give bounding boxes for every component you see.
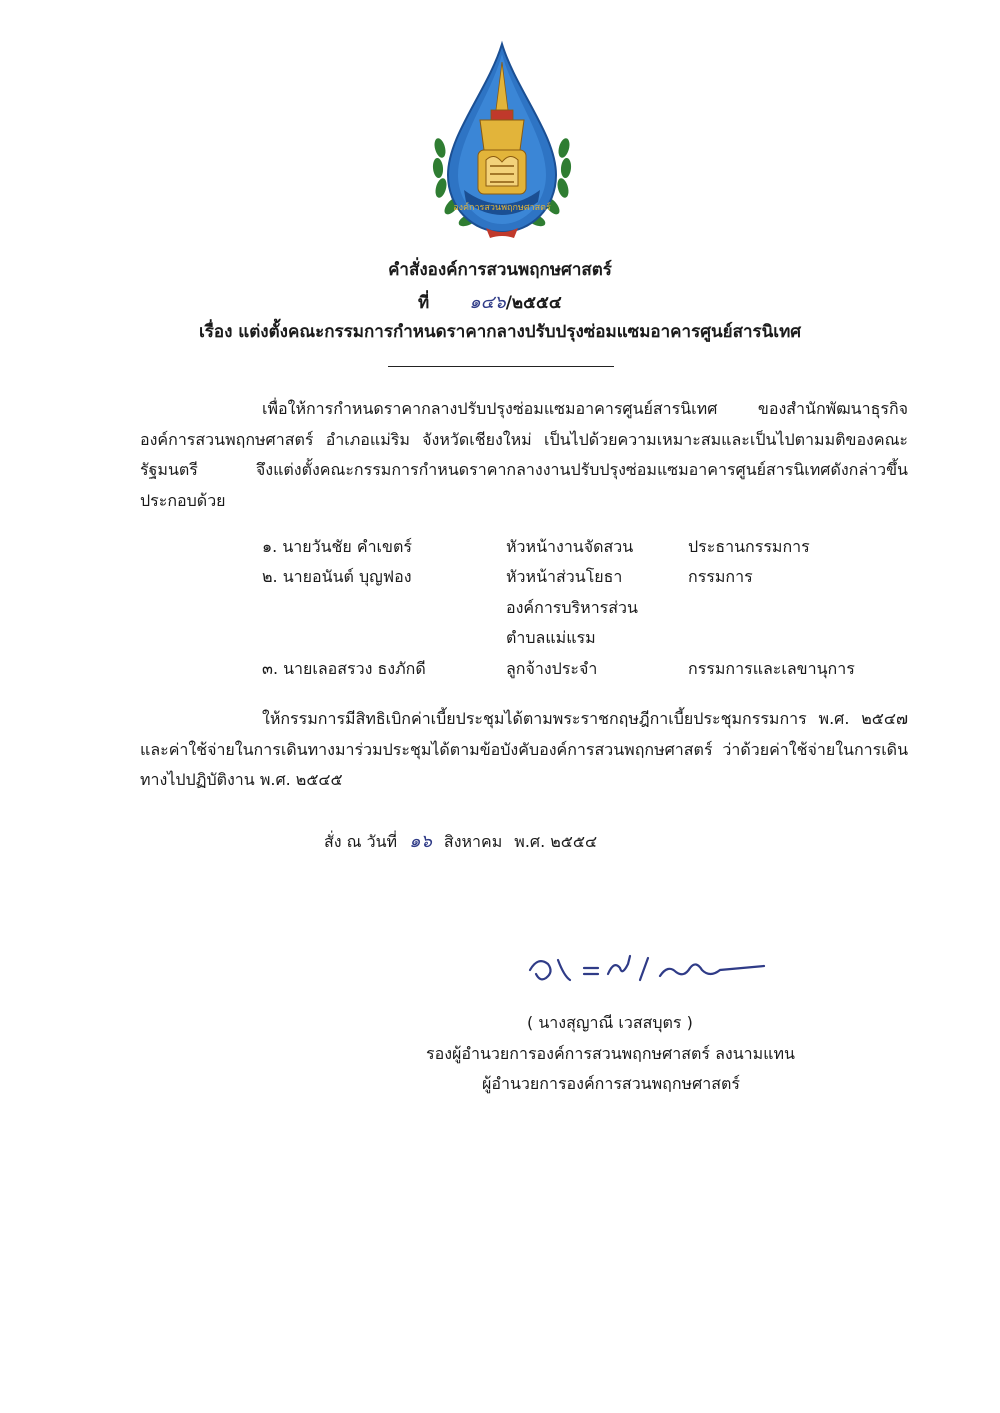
organization-emblem-logo (428, 40, 576, 240)
order-number (418, 287, 562, 316)
order-date-prefix: สั่ง ณ วันที่ (324, 832, 398, 851)
order-number-handwritten: ๑๔๖ (469, 292, 506, 313)
allowance-paragraph (140, 704, 908, 796)
intro-paragraph-text: เพื่อให้การกำหนดราคากลางปรับปรุงซ่อมแซมอาคารศูนย์สารนิเทศ ของสำนักพัฒนาธุรกิจองค์การสวนพฤกษศาสตร์ อำเภอแม่ริม จังหวัดเชียงใหม่ เป็นไปด้วยความเหมาะสมและเป็นไปตามมติของคณะรัฐมนตรี จึงแต่งตั้งคณะกรรมการกำหนดราคากลางงานปรับปรุงซ่อมแซมอาคารศูนย์สารนิเทศดังกล่าวขึ้น ประกอบด้วย (140, 399, 908, 510)
header-divider (388, 366, 614, 367)
member-2-position: หัวหน้าส่วนโยธา องค์การบริหารส่วนตำบลแม่แรม (506, 567, 638, 647)
order-date (324, 826, 609, 855)
member-1-role: ประธานกรรมการ (688, 537, 810, 556)
order-date-year: พ.ศ. ๒๕๕๔ (514, 832, 598, 851)
member-1-position: หัวหน้างานจัดสวน (506, 537, 634, 556)
intro-paragraph (140, 394, 908, 516)
handwritten-signature (524, 946, 769, 988)
member-2-name: ๒. นายอนันต์ บุญฟอง (262, 567, 412, 586)
allowance-paragraph-text: ให้กรรมการมีสิทธิเบิกค่าเบี้ยประชุมได้ตามพระราชกฤษฎีกาเบี้ยประชุมกรรมการ พ.ศ. ๒๕๔๗ และค่าใช้จ่ายในการเดินทางมาร่วมประชุมได้ตามข้อบังคับองค์การสวนพฤกษศาสตร์ ว่าด้วยค่าใช้จ่ายในการเดินทางไปปฏิบัติงาน พ.ศ. ๒๕๔๕ (140, 709, 908, 789)
member-3-name: ๓. นายเลอสรวง ธงภักดี (262, 659, 426, 678)
signer-name: ( นางสุญาณี เวสสบุตร ) (527, 1013, 693, 1032)
signer-title-acting: รองผู้อำนวยการองค์การสวนพฤกษศาสตร์ ลงนามแทน (426, 1044, 795, 1063)
order-date-month: สิงหาคม (443, 832, 503, 851)
order-date-day-handwritten: ๑๖ (409, 831, 432, 852)
order-title: คำสั่งองค์การสวนพฤกษศาสตร์ (388, 260, 612, 280)
order-number-suffix: /๒๕๕๔ (505, 293, 562, 313)
order-number-label: ที่ (418, 293, 430, 313)
emblem-ribbon-text: องค์การสวนพฤกษศาสตร์ (453, 203, 551, 213)
member-3-position: ลูกจ้างประจำ (506, 659, 598, 678)
signer-title-director: ผู้อำนวยการองค์การสวนพฤกษศาสตร์ (482, 1074, 740, 1093)
order-subject: เรื่อง แต่งตั้งคณะกรรมการกำหนดราคากลางปรับปรุงซ่อมแซมอาคารศูนย์สารนิเทศ (198, 322, 802, 342)
member-3-role: กรรมการและเลขานุการ (688, 659, 855, 678)
member-1-name: ๑. นายวันชัย คำเขตร์ (262, 537, 412, 556)
member-2-role: กรรมการ (688, 567, 753, 586)
